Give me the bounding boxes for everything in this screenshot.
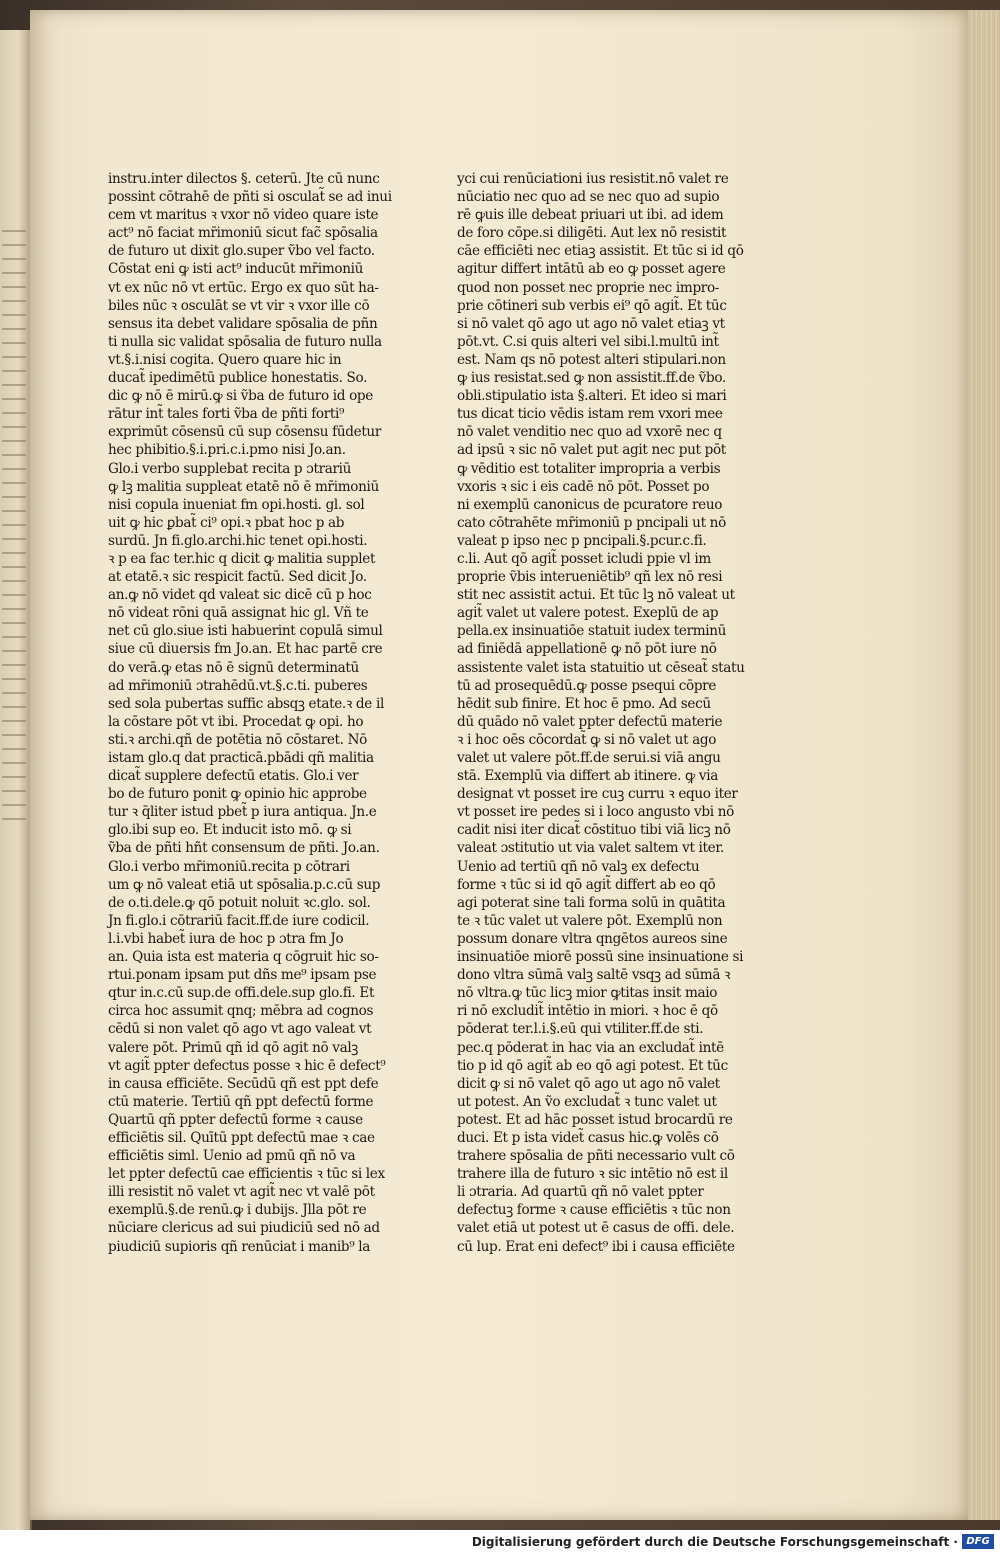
text-line: ad mr̄imoniū ɔtrahēdū.vt.§.c.ti. puberes bbox=[108, 677, 368, 694]
text-line: valeat p ipso nec p pncipali.§.pcur.c.fi. bbox=[457, 532, 707, 549]
text-line: nisi copula inueniat fm opi.hosti. gl. sol bbox=[108, 496, 365, 513]
text-line: valeat ɔstitutio ut via valet saltem vt iter. bbox=[457, 840, 724, 857]
text-line: vt ex nūc nō vt ertūc. Ergo ex quo sūt ha- bbox=[108, 279, 379, 296]
text-line: an.ꝙ nō videt qd valeat sic dicē cū p hoc bbox=[108, 587, 372, 604]
text-line: de o.ti.dele.ꝙ qō potuit noluit ꝛc.glo. sol. bbox=[108, 894, 371, 911]
text-line: act⁹ nō faciat mr̄imoniū sicut fac̃ spōsalia bbox=[108, 225, 378, 242]
text-line: glo.ibi sup eo. Et inducit isto mō. ꝙ si bbox=[108, 822, 352, 839]
text-line: Uenio ad tertiū qñ nō valꝫ ex defectu bbox=[457, 858, 700, 875]
text-line: ꝛ p ea fac ter.hic q dicit ꝙ malitia supplet bbox=[108, 550, 376, 567]
text-line: rātur int̃ tales forti ṽba de pñti forti⁹ bbox=[108, 406, 345, 423]
text-line: trahere spōsalia de pñti necessario vult cō bbox=[457, 1148, 735, 1165]
text-line: cato cōtrahēte mr̄imoniū p pncipali ut nō bbox=[457, 514, 726, 531]
text-line: tus dicat ticio vēdis istam rem vxori mee bbox=[457, 406, 723, 423]
text-line: vt agit̃ ppter defectus posse ꝛ hic ē defect⁹ bbox=[108, 1057, 386, 1074]
text-line: uit ꝙ hic ꝑbat̃ ci⁹ opi.ꝛ pbat hoc p ab bbox=[108, 514, 345, 531]
text-line: vt.§.i.nisi cogita. Quero quare hic in bbox=[108, 351, 342, 368]
text-line: nō videat rōni quā assignat hic gl. Vñ te bbox=[108, 605, 369, 622]
text-line: valere pōt. Primū qñ id qō agit nō valꝫ bbox=[108, 1039, 358, 1056]
text-line: Jn fi.glo.i cōtrariū facit.ff.de iure codicil. bbox=[108, 912, 370, 929]
text-line: biles nūc ꝛ osculāt se vt vir ꝛ vxor ille cō bbox=[108, 297, 370, 314]
text-line: l.i.vbi habet̃ iura de hoc p ɔtra fm Jo bbox=[108, 930, 344, 947]
text-line: exprimūt cōsensū cū sup cōsensu fūdetur bbox=[108, 424, 381, 441]
text-line: bo de futuro ponit ꝙ opinio hic approbe bbox=[108, 786, 367, 803]
footer-credit: Digitalisierung gefördert durch die Deutsche Forschungsgemeinschaft · bbox=[471, 1535, 958, 1549]
text-line: dū quādo nō valet ppter defectū materie bbox=[457, 713, 723, 730]
text-line: instru.inter dilectos §. ceterū. Jte cū nunc bbox=[108, 171, 380, 187]
text-line: cēdū si non valet qō ago vt ago valeat vt bbox=[108, 1021, 372, 1038]
text-line: designat vt posset ire cuꝫ curru ꝛ equo iter bbox=[457, 786, 738, 803]
text-line: cāe efficiēti nec etiaꝫ assistit. Et tūc si id qō bbox=[457, 243, 744, 260]
text-line: rē ꝙuis ille debeat priuari ut ibi. ad idem bbox=[457, 207, 724, 224]
text-line: do verā.ꝙ etas nō ē signū determinatū bbox=[108, 659, 359, 676]
text-line: ꝛ i hoc oēs cōcordat̃ ꝙ si nō valet ut ago bbox=[457, 731, 717, 748]
text-line: in causa efficiēte. Secūdū qñ est ppt defe bbox=[108, 1075, 379, 1092]
text-line: efficiētis sil. Quītū ppt defectū mae ꝛ cae bbox=[108, 1129, 375, 1146]
text-line: est. Nam qs nō potest alteri stipulari.non bbox=[457, 351, 726, 368]
text-line: li ɔtraria. Ad quartū qñ nō valet ppter bbox=[457, 1184, 704, 1201]
text-line: agitur differt intātū ab eo ꝙ posset agere bbox=[457, 261, 726, 278]
text-line: um ꝙ nō valeat etiā ut spōsalia.p.c.cū sup bbox=[108, 876, 381, 893]
text-line: defectuꝫ forme ꝛ cause efficiētis ꝛ tūc non bbox=[457, 1202, 731, 1219]
text-line: ṽba de pñti hñt consensum de pñti. Jo.an. bbox=[108, 840, 380, 857]
text-line: dic ꝙ nō ē mirū.ꝙ si ṽba de futuro id ope bbox=[108, 388, 373, 405]
text-line: rtui.ponam ipsam put dñs me⁹ ipsam pse bbox=[108, 967, 377, 984]
text-line: siue cū diuersis fm Jo.an. Et hac partē cre bbox=[108, 641, 383, 658]
text-line: valet etiā ut potest ut ē casus de offi. dele. bbox=[457, 1220, 735, 1237]
text-line: ti nulla sic validat spōsalia de futuro nulla bbox=[108, 333, 382, 350]
text-line: stit nec assistit actui. Et tūc lꝫ nō valeat ut bbox=[457, 587, 735, 604]
text-line: ad ipsū ꝛ sic nō valet put agit nec put pōt bbox=[457, 442, 726, 459]
text-line: agi poterat sine tali forma solū in quātita bbox=[457, 894, 726, 911]
text-line: assistente valet ista statuitio ut cēseat̃ statu bbox=[457, 659, 745, 676]
text-line: ri nō excludit̃ intētio in miori. ꝛ hoc ē qō bbox=[457, 1003, 718, 1020]
text-line: pec.q pōderat in hac via an excludat̃ intē bbox=[457, 1039, 724, 1056]
text-line: c.li. Aut qō agit̃ posset icludi ppie vl im bbox=[457, 550, 711, 567]
text-line: cadit nisi iter dicat̃ cōstituo tibi viā licꝫ nō bbox=[457, 822, 731, 839]
text-line: Glo.i verbo mr̄imoniū.recita p cōtrari bbox=[108, 858, 350, 875]
text-line: hēdit sub finire. Et hoc ē pmo. Ad secū bbox=[457, 695, 711, 712]
text-line: an. Quia ista est materia q cōgruit hic so- bbox=[108, 949, 379, 966]
text-line: ducat̃ ipedimētū publice honestatis. So. bbox=[108, 370, 368, 387]
text-line: quod non posset nec proprie nec impro- bbox=[457, 279, 720, 296]
text-line: stā. Exemplū via differt ab itinere. ꝙ via bbox=[457, 768, 718, 785]
text-line: ꝙ vēditio est totaliter impropria a verbis bbox=[457, 460, 721, 477]
text-line: dicat̃ supplere defectū etatis. Glo.i ver bbox=[108, 768, 359, 785]
text-line: la cōstare pōt vt ibi. Procedat ꝙ opi. ho bbox=[108, 713, 364, 730]
text-line: istam glo.q dat practicā.pbādi qñ malitia bbox=[108, 750, 374, 766]
text-line: tio p id qō agit̃ ab eo qō agi potest. Et tūc bbox=[457, 1057, 728, 1074]
text-line: obli.stipulatio ista §.alteri. Et ideo si mari bbox=[457, 388, 727, 405]
text-line: pōderat ter.l.i.§.eū qui vtiliter.ff.de sti. bbox=[457, 1021, 704, 1038]
text-line: ꝙ lꝫ malitia suppleat etatē nō ē mr̄imoniū bbox=[108, 478, 379, 495]
text-line: proprie ṽbis interueniētib⁹ qñ lex nō resi bbox=[457, 569, 723, 586]
text-line: dicit ꝙ si nō valet qō ago ut ago nō valet bbox=[457, 1075, 720, 1092]
text-line: pella.ex insinuatiōe statuit iudex terminū bbox=[457, 623, 727, 640]
text-line: Cōstat eni ꝙ isti act⁹ inducūt mr̄imoniū bbox=[108, 261, 364, 278]
page-edges bbox=[968, 10, 1000, 1520]
text-line: si nō valet qō ago ut ago nō valet etiaꝫ vt bbox=[457, 315, 725, 332]
text-line: yci cui renūciationi ius resistit.nō valet re bbox=[457, 171, 729, 187]
dfg-logo: DFG bbox=[962, 1534, 994, 1549]
text-line: nūciare clericus ad sui piudiciū sed nō ad bbox=[108, 1220, 380, 1237]
text-line: insinuatiōe miorē possū sine insinuatione si bbox=[457, 949, 744, 966]
text-line: de futuro ut dixit glo.super ṽbo vel facto. bbox=[108, 243, 375, 260]
text-line: illi resistit nō valet vt agit̃ nec vt valē pōt bbox=[108, 1184, 375, 1201]
text-line: ad finiēdā appellationē ꝙ nō pōt iure nō bbox=[457, 641, 717, 658]
text-line: prie cōtineri sub verbis ei⁹ qō agit̃. Et tūc bbox=[457, 297, 727, 314]
text-line: pōt.vt. C.si quis alteri vel sibi.l.multū int̃ bbox=[457, 333, 719, 350]
bleed-through-text bbox=[2, 230, 26, 830]
text-line: vt posset ire pedes si i loco angusto vbi nō bbox=[457, 804, 734, 821]
text-line: vxoris ꝛ sic i eis cadē nō pōt. Posset po bbox=[457, 478, 710, 495]
text-line: ctū materie. Tertiū qñ ppt defectū forme bbox=[108, 1093, 374, 1110]
text-line: possint cōtrahē de pñti si osculat̃ se ad inui bbox=[108, 189, 392, 206]
text-line: net cū glo.siue isti habuerint copulā simul bbox=[108, 623, 383, 640]
text-line: sensus ita debet validare spōsalia de pñn bbox=[108, 315, 378, 332]
text-line: Quartū qñ ppter defectū forme ꝛ cause bbox=[108, 1111, 363, 1128]
text-line: nō valet venditio nec quo ad vxorē nec q bbox=[457, 424, 722, 441]
text-line: dono vltra sūmā valꝫ saltē vsqꝫ ad sūmā ꝛ bbox=[457, 967, 731, 984]
text-line: forme ꝛ tūc si id qō agit̃ differt ab eo qō bbox=[457, 876, 716, 893]
text-line: ut potest. An ṽo excludat̃ ꝛ tunc valet ut bbox=[457, 1093, 717, 1110]
text-line: Glo.i verbo supplebat recita p ɔtrariū bbox=[108, 460, 352, 477]
text-line: nūciatio nec quo ad se nec quo ad supio bbox=[457, 189, 720, 206]
text-line: qtur in.c.cū sup.de offi.dele.sup glo.fi. Et bbox=[108, 985, 375, 1002]
text-line: circa hoc assumit qnq; mēbra ad cognos bbox=[108, 1003, 374, 1020]
text-line: surdū. Jn fi.glo.archi.hic tenet opi.hosti. bbox=[108, 532, 368, 549]
text-line: sed sola pubertas suffic absqꝫ etate.ꝛ de il bbox=[108, 695, 384, 712]
text-line: piudiciū supioris qñ renūciat i manib⁹ la bbox=[108, 1238, 371, 1255]
right-text-column bbox=[457, 170, 745, 1256]
text-line: let ppter defectū cae efficientis ꝛ tūc si lex bbox=[108, 1166, 385, 1183]
text-line: agit̃ valet ut valere potest. Exeplū de ap bbox=[457, 605, 719, 622]
text-line: exemplū.§.de renū.ꝙ i dubijs. Jlla pōt re bbox=[108, 1202, 367, 1219]
text-line: ꝙ ius resistat.sed ꝙ non assistit.ff.de ṽbo. bbox=[457, 370, 726, 387]
text-line: tur ꝛ q̄liter istud pbet̃ p iura antiqua. Jn.e bbox=[108, 804, 377, 821]
text-line: valet ut valere pōt.ff.de serui.si viā angu bbox=[457, 750, 721, 766]
text-line: cū lup. Erat eni defect⁹ ibi i causa efficiēte bbox=[457, 1238, 735, 1255]
text-line: duci. Et p ista videt̃ casus hic.ꝙ volēs cō bbox=[457, 1129, 719, 1146]
text-line: nō vltra.ꝙ tūc licꝫ mior ꝙtitas insit maio bbox=[457, 985, 718, 1002]
left-text-column bbox=[108, 170, 392, 1256]
previous-pages-stack bbox=[0, 30, 32, 1530]
text-line: at etatē.ꝛ sic respicit factū. Sed dicit Jo. bbox=[108, 569, 367, 586]
text-line: efficiētis siml. Uenio ad pmū qñ nō va bbox=[108, 1148, 356, 1165]
text-line: potest. Et ad hāc posset istud brocardū re bbox=[457, 1111, 733, 1128]
text-line: hec phibitio.§.i.pri.c.i.pmo nisi Jo.an. bbox=[108, 442, 346, 459]
text-line: de foro cōpe.si diligēti. Aut lex nō resistit bbox=[457, 225, 727, 242]
text-line: ni exemplū canonicus de pcuratore reuo bbox=[457, 496, 723, 513]
text-line: sti.ꝛ archi.qñ de potētia nō cōstaret. Nō bbox=[108, 731, 367, 748]
text-line: trahere illa de futuro ꝛ sic intētio nō est il bbox=[457, 1166, 728, 1183]
text-line: cem vt maritus ꝛ vxor nō video quare iste bbox=[108, 207, 379, 224]
text-line: tū ad prosequēdū.ꝙ posse psequi cōpre bbox=[457, 677, 717, 694]
text-line: te ꝛ tūc valet ut valere pōt. Exemplū non bbox=[457, 912, 723, 929]
text-line: possum donare vltra qngētos aureos sine bbox=[457, 930, 728, 947]
